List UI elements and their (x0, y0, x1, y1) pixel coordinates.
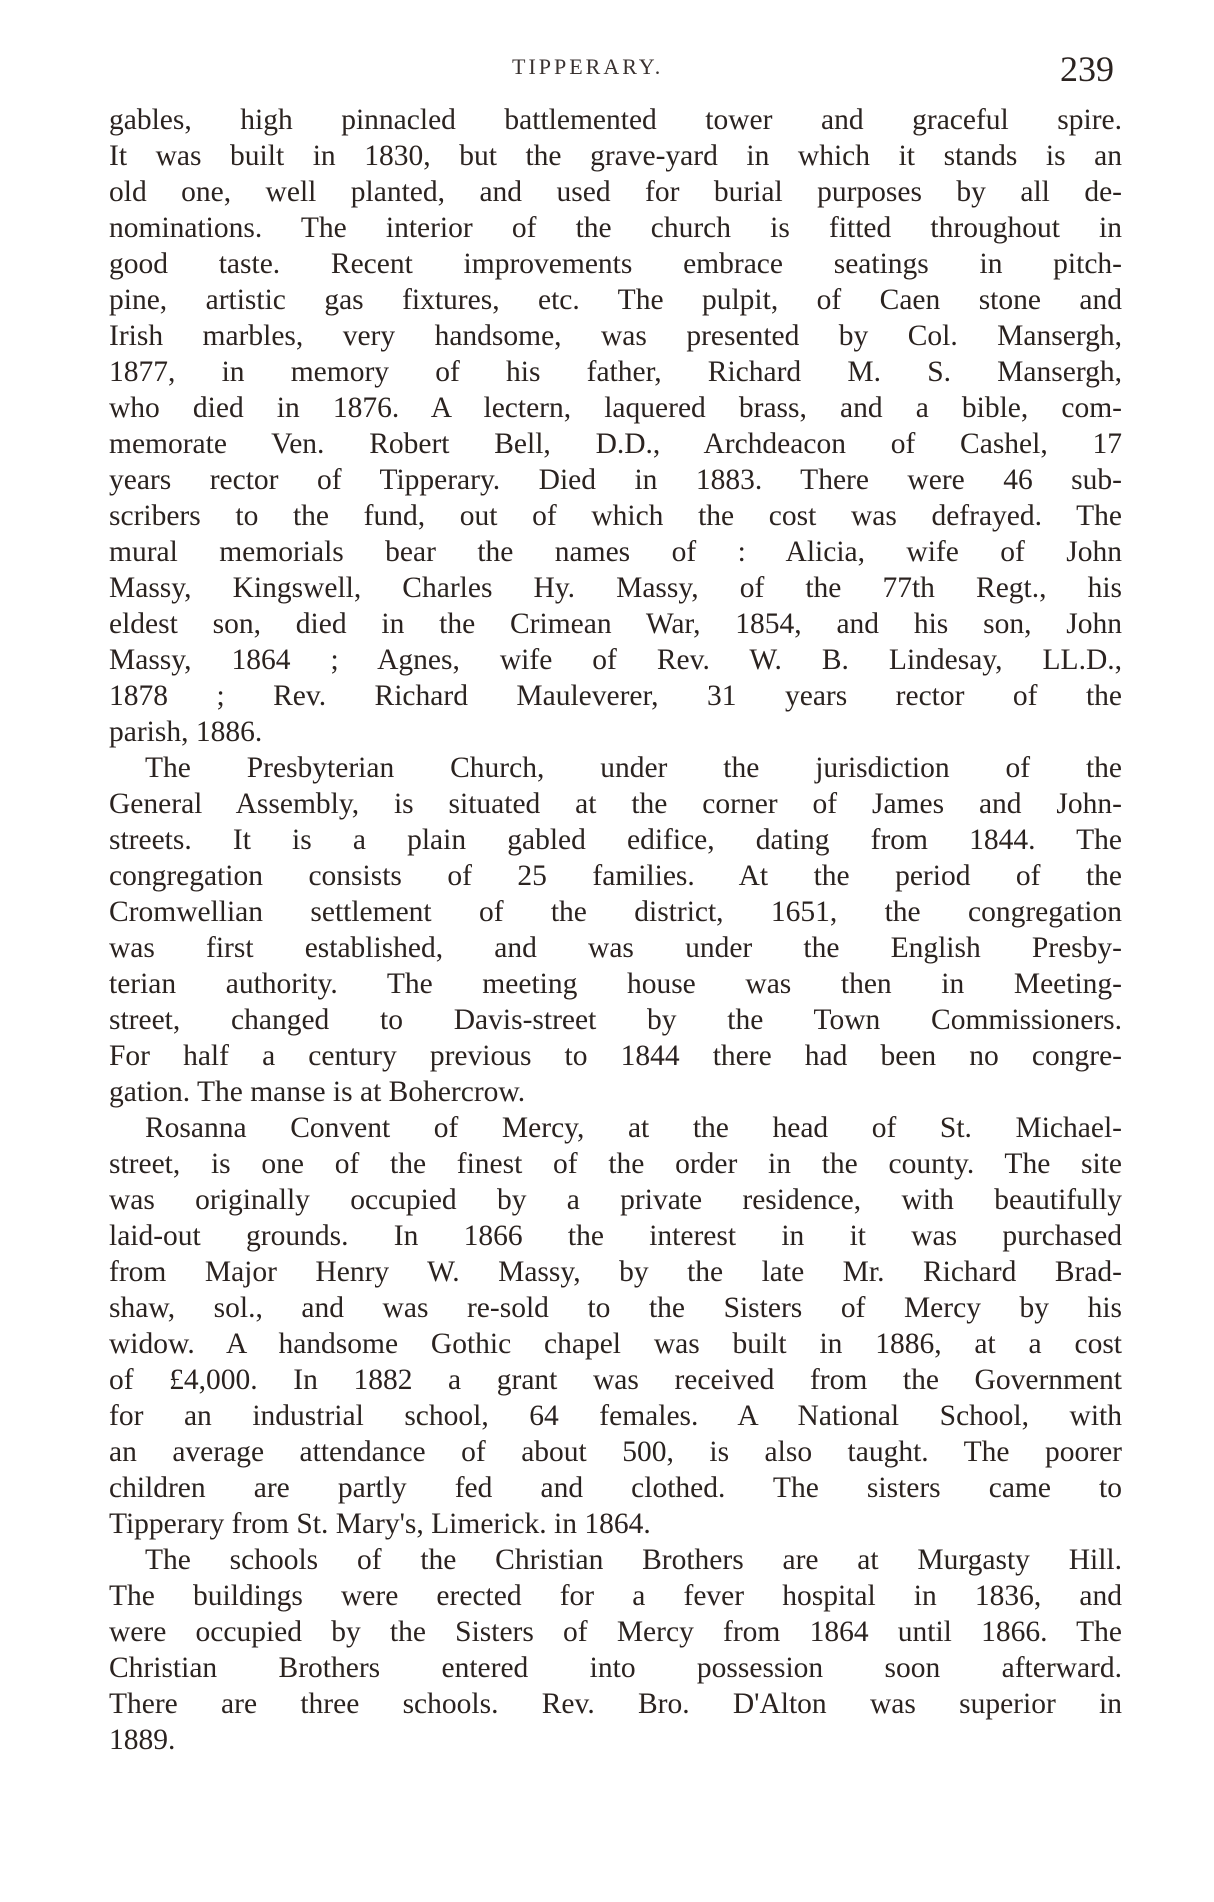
text-line: Irish marbles, very handsome, was presented by Col. Mansergh, (109, 320, 1122, 352)
text-line: eldest son, died in the Crimean War, 1854, and his son, John (109, 608, 1122, 640)
text-line: gables, high pinnacled battlemented tower and graceful spire. (109, 104, 1122, 136)
text-line: 1889. (109, 1724, 176, 1756)
text-line: 1878 ; Rev. Richard Mauleverer, 31 years rector of the (109, 680, 1122, 712)
text-line: laid-out grounds. In 1866 the interest in it was purchased (109, 1220, 1122, 1252)
text-line: of £4,000. In 1882 a grant was received from the Government (109, 1364, 1122, 1396)
text-line: scribers to the fund, out of which the cost was defrayed. The (109, 500, 1122, 532)
text-line: were occupied by the Sisters of Mercy from 1864 until 1866. The (109, 1616, 1122, 1648)
paragraph-start-line: The Presbyterian Church, under the jurisdiction of the (145, 752, 1122, 784)
text-line: gation. The manse is at Bohercrow. (109, 1076, 526, 1108)
text-line: Massy, 1864 ; Agnes, wife of Rev. W. B. Lindesay, LL.D., (109, 644, 1122, 676)
running-title: TIPPERARY. (512, 54, 664, 79)
text-line: The buildings were erected for a fever hospital in 1836, and (109, 1580, 1122, 1612)
text-line: General Assembly, is situated at the corner of James and John- (109, 788, 1122, 820)
text-line: Christian Brothers entered into possession soon afterward. (109, 1652, 1122, 1684)
text-line: Cromwellian settlement of the district, 1651, the congregation (109, 896, 1122, 928)
text-line: an average attendance of about 500, is also taught. The poorer (109, 1436, 1122, 1468)
text-line: pine, artistic gas fixtures, etc. The pulpit, of Caen stone and (109, 284, 1122, 316)
text-line: There are three schools. Rev. Bro. D'Alton was superior in (109, 1688, 1122, 1720)
text-line: streets. It is a plain gabled edifice, dating from 1844. The (109, 824, 1122, 856)
text-line: memorate Ven. Robert Bell, D.D., Archdeacon of Cashel, 17 (109, 428, 1122, 460)
text-line: nominations. The interior of the church is fitted throughout in (109, 212, 1122, 244)
text-line: congregation consists of 25 families. At the period of the (109, 860, 1122, 892)
text-line: Tipperary from St. Mary's, Limerick. in 1864. (109, 1508, 651, 1540)
text-line: It was built in 1830, but the grave-yard in which it stands is an (109, 140, 1122, 172)
text-line: For half a century previous to 1844 there had been no congre- (109, 1040, 1122, 1072)
text-line: mural memorials bear the names of : Alicia, wife of John (109, 536, 1122, 568)
paragraph-start-line: The schools of the Christian Brothers are at Murgasty Hill. (145, 1544, 1122, 1576)
text-line: old one, well planted, and used for burial purposes by all de- (109, 176, 1122, 208)
text-line: 1877, in memory of his father, Richard M. S. Mansergh, (109, 356, 1122, 388)
text-line: was first established, and was under the English Presby- (109, 932, 1122, 964)
page-number: 239 (1060, 49, 1114, 89)
text-line: children are partly fed and clothed. The sisters came to (109, 1472, 1122, 1504)
text-line: parish, 1886. (109, 716, 263, 748)
text-line: years rector of Tipperary. Died in 1883. There were 46 sub- (109, 464, 1122, 496)
text-line: from Major Henry W. Massy, by the late Mr. Richard Brad- (109, 1256, 1122, 1288)
text-line: who died in 1876. A lectern, laquered brass, and a bible, com- (109, 392, 1122, 424)
text-line: for an industrial school, 64 females. A National School, with (109, 1400, 1122, 1432)
paragraph-start-line: Rosanna Convent of Mercy, at the head of St. Michael- (145, 1112, 1122, 1144)
text-line: was originally occupied by a private residence, with beautifully (109, 1184, 1122, 1216)
text-line: street, changed to Davis-street by the Town Commissioners. (109, 1004, 1122, 1036)
text-line: good taste. Recent improvements embrace seatings in pitch- (109, 248, 1122, 280)
text-line: shaw, sol., and was re-sold to the Sisters of Mercy by his (109, 1292, 1122, 1324)
text-line: terian authority. The meeting house was then in Meeting- (109, 968, 1122, 1000)
text-line: widow. A handsome Gothic chapel was built in 1886, at a cost (109, 1328, 1122, 1360)
text-line: street, is one of the finest of the order in the county. The site (109, 1148, 1122, 1180)
text-line: Massy, Kingswell, Charles Hy. Massy, of the 77th Regt., his (109, 572, 1122, 604)
